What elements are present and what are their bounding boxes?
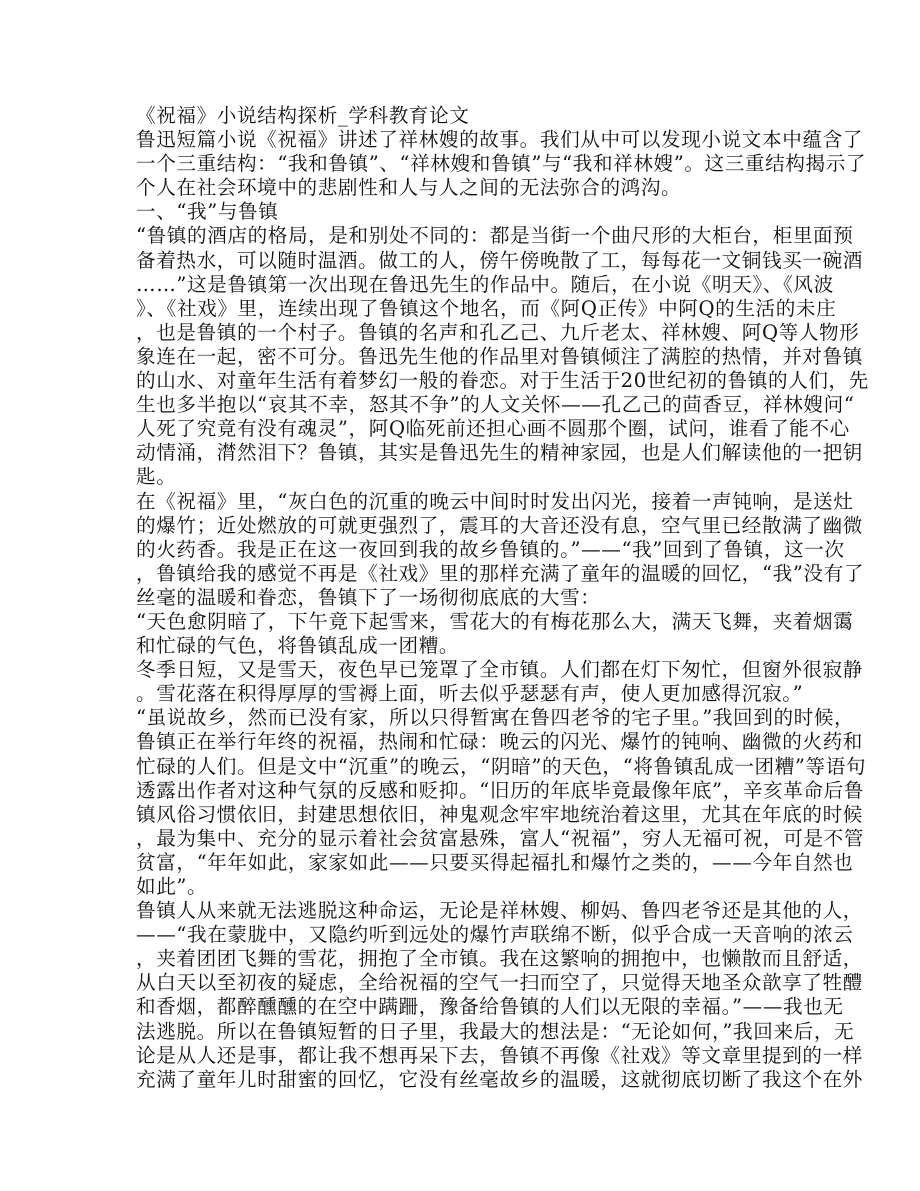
- text-line: ，也是鲁镇的一个村子。鲁镇的名声和孔乙己、九斤老太、祥林嫂、阿Q等人物形: [136, 320, 860, 344]
- text-line: “鲁镇的酒店的格局，是和别处不同的：都是当街一个曲尺形的大柜台，柜里面预: [136, 224, 854, 248]
- text-line: 从白天以至初夜的疑虑，全给祝福的空气一扫而空了，只觉得天地圣众歆享了牲醴: [136, 971, 863, 995]
- text-line: 忙碌的人们。但是文中“沉重”的晚云，“阴暗”的天色，“将鲁镇乱成一团糟”等语句: [136, 754, 867, 778]
- text-line: 透露出作者对这种气氛的反感和贬抑。“旧历的年底毕竟最像年底”，辛亥革命后鲁: [136, 778, 865, 802]
- text-line: 如此”。: [136, 875, 208, 898]
- text-line: 贫富，“年年如此，家家如此——只要买得起福扎和爆竹之类的，——今年自然也: [136, 850, 854, 874]
- text-line: 生也多半抱以“哀其不幸，怒其不争”的人文关怀——孔乙己的茴香豆，祥林嫂问“: [136, 393, 855, 417]
- text-line: 动情涌，潸然泪下？鲁镇，其实是鲁迅先生的精神家园，也是人们解读他的一把钥: [136, 441, 863, 465]
- text-line: 鲁镇正在举行年终的祝福，热闹和忙碌：晚云的闪光、爆竹的钝响、幽微的火药和: [136, 730, 863, 754]
- text-line: 论是从人还是事，都让我不想再呆下去，鲁镇不再像《社戏》等文章里提到的一样: [136, 1043, 863, 1067]
- text-line: 的爆竹；近处燃放的可就更强烈了，震耳的大音还没有息，空气里已经散满了幽微: [136, 513, 863, 537]
- text-line: ，最为集中、充分的显示着社会贫富悬殊，富人“祝福”，穷人无福可祝，可是不管: [136, 826, 865, 850]
- document-page: [136, 104, 869, 1092]
- text-line: 丝毫的温暖和眷恋，鲁镇下了一场彻彻底底的大雪：: [136, 585, 601, 609]
- text-line: 匙。: [136, 465, 177, 489]
- text-line: ，夹着团团飞舞的雪花，拥抱了全市镇。我在这繁响的拥抱中，也懒散而且舒适，: [136, 947, 863, 971]
- section-heading: 一、“我”与鲁镇: [136, 200, 279, 224]
- text-line: 备着热水，可以随时温酒。做工的人，傍午傍晚散了工，每每花一文铜钱买一碗酒: [136, 248, 863, 272]
- text-line: 鲁镇人从来就无法逃脱这种命运，无论是祥林嫂、柳妈、鲁四老爷还是其他的人，: [136, 899, 863, 923]
- text-line: 鲁迅短篇小说《祝福》讲述了祥林嫂的故事。我们从中可以发现小说文本中蕴含了: [136, 128, 863, 152]
- text-line: 个人在社会环境中的悲剧性和人与人之间的无法弥合的鸿沟。: [136, 176, 682, 200]
- text-line: 。雪花落在积得厚厚的雪褥上面，听去似乎瑟瑟有声，使人更加感得沉寂。”: [136, 682, 804, 706]
- text-line: 》、《社戏》里，连续出现了鲁镇这个地名，而《阿Q正传》中阿Q的生活的未庄: [136, 296, 837, 320]
- document-title: 《祝福》小说结构探析_学科教育论文: [136, 104, 470, 127]
- text-line: 和忙碌的气色，将鲁镇乱成一团糟。: [136, 634, 460, 658]
- text-line: “天色愈阴暗了，下午竟下起雪来，雪花大的有梅花那么大，满天飞舞，夹着烟霭: [136, 609, 854, 633]
- text-line: ……”这是鲁镇第一次出现在鲁迅先生的作品中。随后，在小说《明天》、《风波: [136, 272, 834, 296]
- text-line: 一个三重结构：“我和鲁镇”、“祥林嫂和鲁镇”与“我和祥林嫂”。这三重结构揭示了: [136, 152, 867, 176]
- text-line: 的山水、对童年生活有着梦幻一般的眷恋。对于生活于20世纪初的鲁镇的人们，先: [136, 369, 869, 393]
- text-line: “虽说故乡，然而已没有家，所以只得暂寓在鲁四老爷的宅子里。”我回到的时候，: [136, 706, 855, 730]
- text-line: ——“我在蒙胧中，又隐约听到远处的爆竹声联绵不断，似乎合成一天音响的浓云: [136, 923, 854, 947]
- text-line: 人死了究竟有没有魂灵”，阿Q临死前还担心画不圆那个圈，试问，谁看了能不心: [136, 417, 850, 441]
- text-line: 充满了童年儿时甜蜜的回忆，它没有丝毫故乡的温暖，这就彻底切断了我这个在外: [136, 1067, 863, 1091]
- text-line: 和香烟，都醉醺醺的在空中蹒跚，豫备给鲁镇的人们以无限的幸福。”——我也无: [136, 995, 844, 1019]
- text-line: 冬季日短，又是雪天，夜色早已笼罩了全市镇。人们都在灯下匆忙，但窗外很寂静: [136, 658, 863, 682]
- text-line: 在《祝福》里，“灰白色的沉重的晚云中间时时发出闪光，接着一声钝响，是送灶: [136, 489, 854, 513]
- text-line: 法逃脱。所以在鲁镇短暂的日子里，我最大的想法是：“无论如何，”我回来后，无: [136, 1019, 855, 1043]
- text-line: 象连在一起，密不可分。鲁迅先生他的作品里对鲁镇倾注了满腔的热情，并对鲁镇: [136, 344, 863, 368]
- text-line: ，鲁镇给我的感觉不再是《社戏》里的那样充满了童年的温暖的回忆，“我”没有了: [136, 561, 865, 585]
- text-line: 的火药香。我是正在这一夜回到我的故乡鲁镇的。”——“我”回到了鲁镇，这一次: [136, 537, 845, 561]
- text-line: 镇风俗习惯依旧，封建思想依旧，神鬼观念牢牢地统治着这里，尤其在年底的时候: [136, 802, 863, 826]
